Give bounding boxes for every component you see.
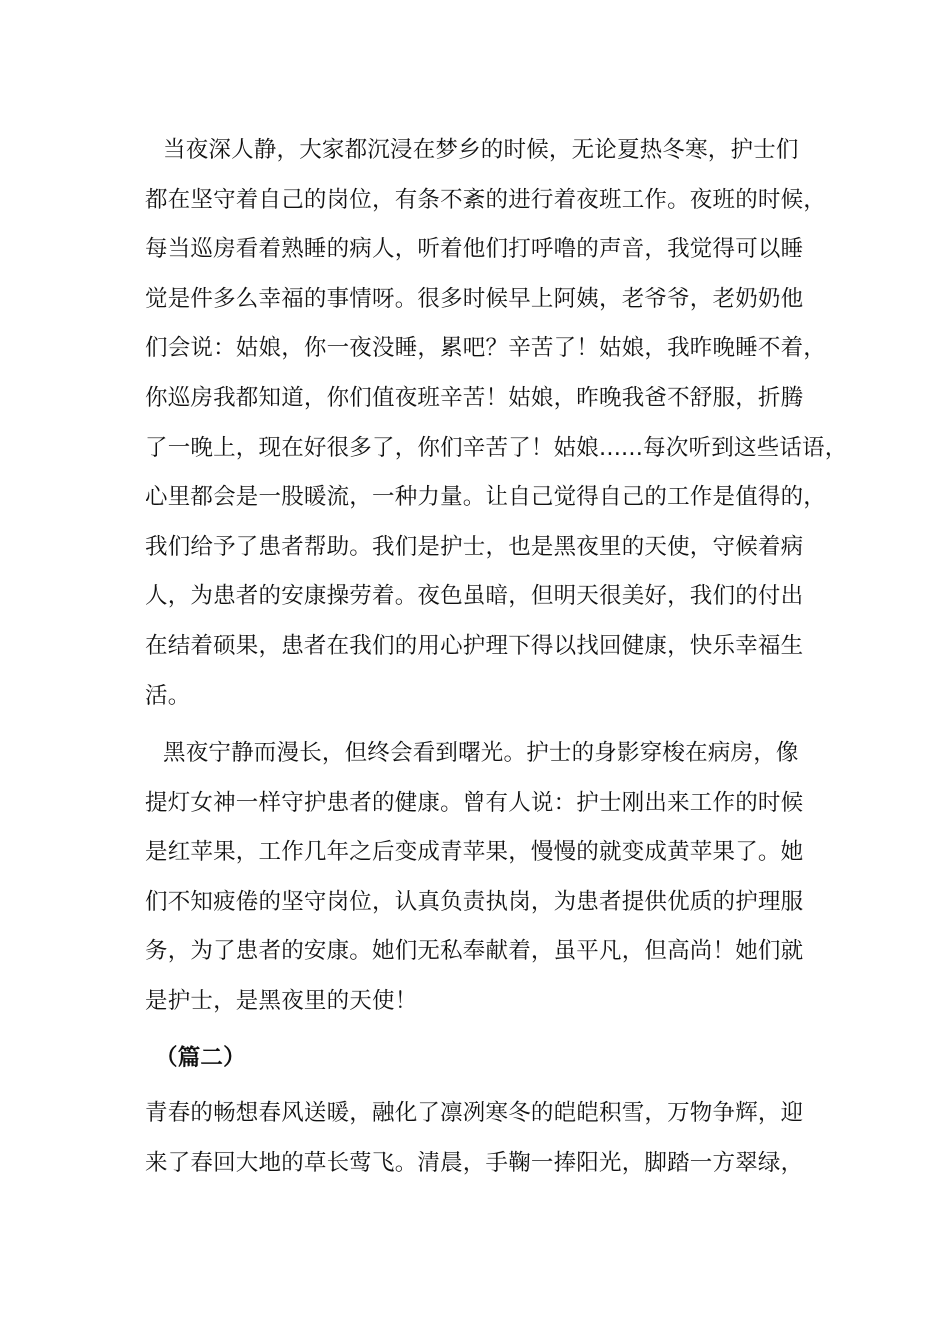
text-line: 黑夜宁静而漫长，但终会看到曙光。护士的身影穿梭在病房，像	[163, 740, 799, 766]
text-line: 提灯女神一样守护患者的健康。曾有人说：护士刚出来工作的时候	[145, 789, 804, 816]
text-line: 青春的畅想春风送暖，融化了凛冽寒冬的皑皑积雪，万物争辉，迎	[145, 1100, 804, 1126]
text-line: 心里都会是一股暖流，一种力量。让自己觉得自己的工作是值得的，	[145, 484, 827, 511]
text-line: 们不知疲倦的坚守岗位，认真负责执岗，为患者提供优质的护理服	[145, 888, 804, 915]
text-line: 们会说：姑娘，你一夜没睡，累吧？辛苦了！姑娘，我昨晚睡不着，	[145, 335, 827, 362]
text-line: 你巡房我都知道，你们值夜班辛苦！姑娘，昨晚我爸不舒服，折腾	[145, 384, 804, 411]
heading-text: （篇二）	[155, 1045, 246, 1071]
text-line: 务，为了患者的安康。她们无私奉献着，虽平凡，但高尚！她们就	[145, 938, 804, 965]
text-line: 是红苹果，工作几年之后变成青苹果，慢慢的就变成黄苹果了。她	[145, 839, 804, 866]
paragraph-1	[145, 126, 848, 721]
text-line: 在结着硕果，患者在我们的用心护理下得以找回健康，快乐幸福生	[145, 632, 804, 659]
paragraph-3	[145, 1089, 825, 1188]
section-heading	[145, 1034, 825, 1084]
text-line: 我们给予了患者帮助。我们是护士，也是黑夜里的天使，守候着病	[145, 533, 804, 560]
paragraph-2	[145, 729, 825, 1027]
text-line: 人，为患者的安康操劳着。夜色虽暗，但明天很美好，我们的付出	[145, 583, 804, 610]
text-line: 是护士，是黑夜里的天使！	[145, 987, 418, 1014]
text-line: 来了春回大地的草长莺飞。清晨，手鞠一捧阳光，脚踏一方翠绿，	[145, 1149, 804, 1176]
text-line: 都在坚守着自己的岗位，有条不紊的进行着夜班工作。夜班的时候，	[145, 186, 827, 213]
text-line: 活。	[145, 682, 191, 709]
text-line: 了一晚上，现在好很多了，你们辛苦了！姑娘......每次听到这些话语，	[145, 434, 848, 461]
text-line: 觉是件多么幸福的事情呀。很多时候早上阿姨，老爷爷，老奶奶他	[145, 285, 804, 312]
text-line: 当夜深人静，大家都沉浸在梦乡的时候，无论夏热冬寒，护士们	[163, 137, 799, 163]
text-line: 每当巡房看着熟睡的病人，听着他们打呼噜的声音，我觉得可以睡	[145, 236, 804, 263]
